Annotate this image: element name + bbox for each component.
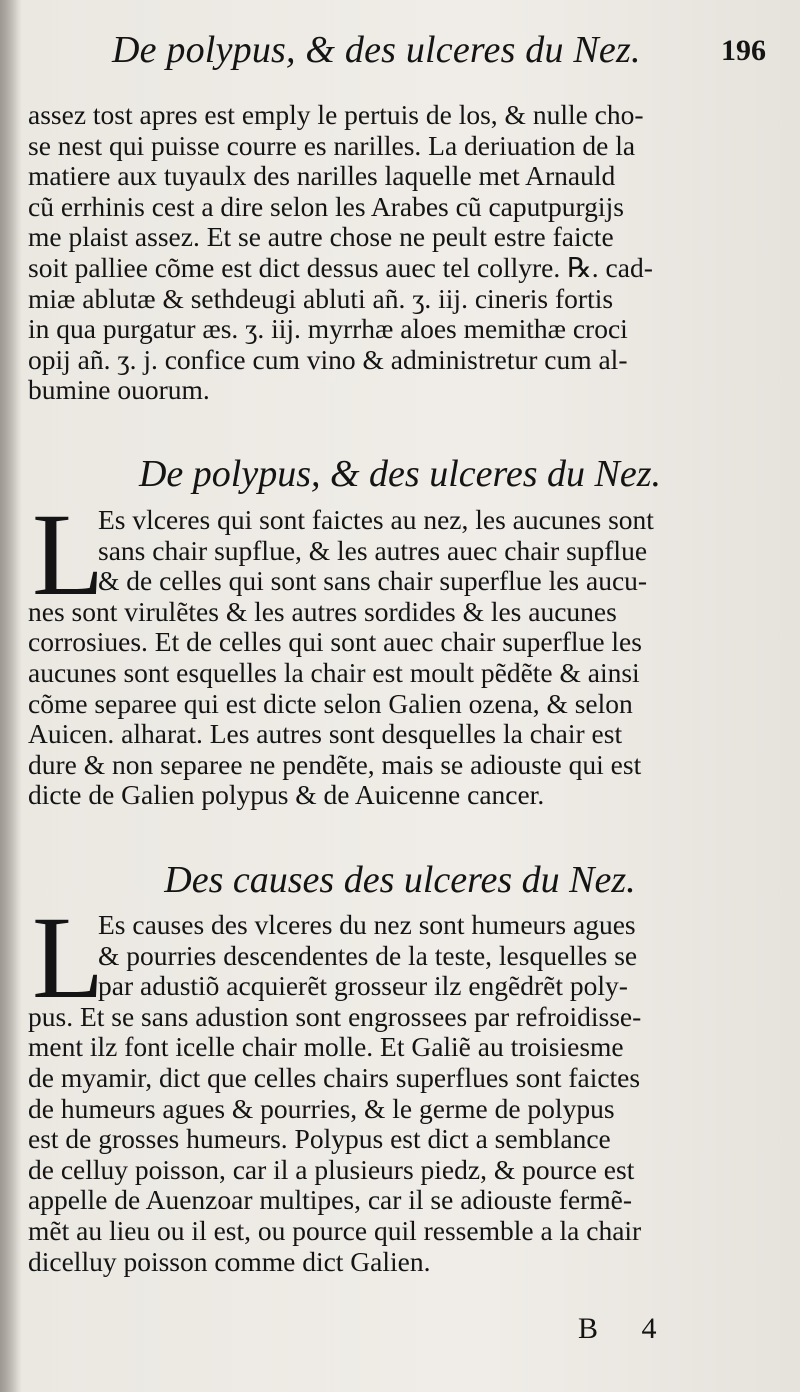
drop-cap-initial: L: [32, 489, 105, 620]
text-line: & pourries descendentes de la teste, lesquelles se: [98, 939, 638, 971]
text-line: dicelluy poisson comme dict Galien.: [28, 1245, 431, 1277]
text-line: soit palliee cõme est dict dessus auec tel collyre. ℞. cad-: [28, 251, 653, 283]
text-line: se nest qui puisse courre es narilles. La deriuation de la: [28, 129, 636, 161]
text-line: est de grosses humeurs. Polypus est dict a semblance: [28, 1123, 611, 1155]
text-line: Auicen. alharat. Les autres sont desquelles la chair est: [28, 718, 623, 750]
text-line: aucunes sont esquelles la chair est moult pẽdẽte & ainsi: [28, 656, 640, 688]
text-line: opij añ. ʒ. j. confice cum vino & administretur cum al-: [28, 343, 628, 375]
binding-shadow: [0, 0, 22, 1392]
text-line: me plaist assez. Et se autre chose ne peult estre faicte: [28, 221, 614, 253]
signature-mark: B 4: [578, 1312, 675, 1345]
text-line: cõme separee qui est dicte selon Galien ozena, & selon: [28, 687, 633, 719]
text-line: ment ilz font icelle chair molle. Et Galiẽ au troisiesme: [28, 1031, 624, 1063]
running-title: De polypus, & des ulceres du Nez.: [112, 29, 641, 71]
section-heading-polypus: De polypus, & des ulceres du Nez.: [138, 453, 662, 495]
text-line: nes sont virulẽtes & les autres sordides & les aucunes: [28, 595, 617, 627]
text-line: Es causes des vlceres du nez sont humeurs agues: [98, 909, 636, 940]
section-heading-causes: Des causes des ulceres du Nez.: [164, 859, 636, 901]
text-line: pus. Et se sans adustion sont engrossees par refroidisse-: [28, 1000, 642, 1032]
text-line: mẽt au lieu ou il est, ou pource quil ressemble a la chair: [28, 1214, 642, 1246]
text-line: assez tost apres est emply le pertuis de los, & nulle cho-: [28, 99, 644, 130]
running-head: [112, 28, 772, 88]
text-line: de celluy poisson, car il a plusieurs piedz, & pource est: [28, 1153, 635, 1185]
text-line: miæ ablutæ & sethdeugi abluti añ. ʒ. iij. cineris fortis: [28, 282, 614, 314]
text-line: dure & non separee ne pendẽte, mais se adiouste qui est: [28, 748, 642, 780]
text-line: sans chair supflue, & les autres auec chair supflue: [98, 534, 648, 566]
text-line: de myamir, dict que celles chairs superflues sont faictes: [28, 1061, 641, 1093]
page-number: 196: [721, 34, 766, 67]
section-causes-body: [28, 892, 768, 1277]
text-line: & de celles qui sont sans chair superflue les aucu-: [98, 565, 648, 597]
text-line: matiere aux tuyaulx des narilles laquelle met Arnauld: [28, 160, 616, 192]
text-line: in qua purgatur æs. ʒ. iij. myrrhæ aloes memithæ croci: [28, 313, 628, 345]
text-line: de humeurs agues & pourries, & le germe de polypus: [28, 1092, 615, 1124]
text-line: corrosiues. Et de celles qui sont auec chair superflue les: [28, 626, 642, 658]
text-line: bumine ouorum.: [28, 374, 210, 406]
text-line: cũ errhinis cest a dire selon les Arabes cũ caputpurgijs: [28, 190, 624, 222]
passage-top: [28, 100, 768, 406]
text-line: par adustiõ acquierẽt grosseur ilz engẽdrẽt poly-: [98, 970, 628, 1002]
text-line: dicte de Galien polypus & de Auicenne cancer.: [28, 779, 545, 811]
section-polypus-body: [28, 489, 768, 811]
text-line: appelle de Auenzoar multipes, car il se adiouste fermẽ-: [28, 1184, 632, 1216]
drop-cap-initial: L: [32, 892, 105, 1023]
text-line: Es vlceres qui sont faictes au nez, les aucunes sont: [98, 504, 654, 535]
